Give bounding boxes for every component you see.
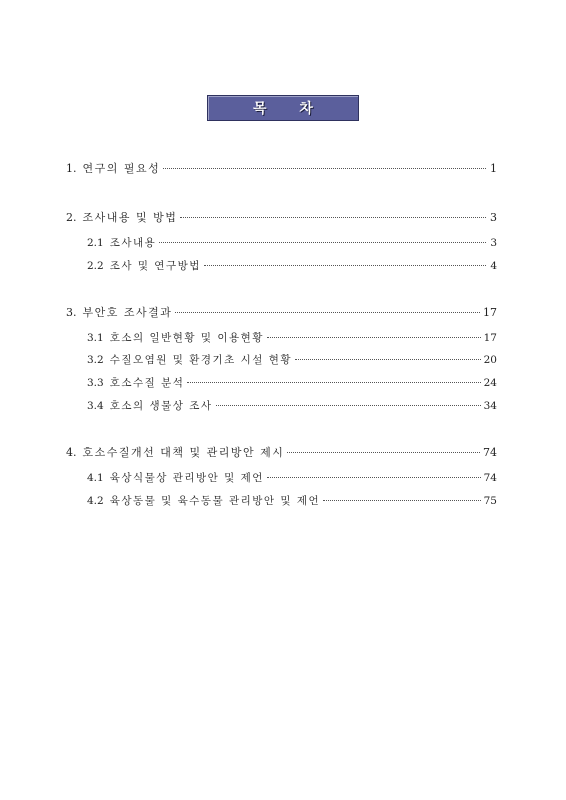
toc-entry-page: 17 [483, 306, 497, 319]
toc-entry-label: 연구의 필요성 [82, 162, 161, 175]
dot-leader [216, 405, 481, 406]
toc-entry-number: 3.4 [87, 400, 104, 412]
toc-entry-label: 부안호 조사결과 [82, 306, 173, 319]
dot-leader [267, 337, 481, 338]
toc-title-box [207, 95, 359, 121]
toc-entry-page: 4 [490, 260, 497, 272]
toc-subentry[interactable] [87, 471, 497, 485]
toc-entry[interactable] [66, 446, 497, 460]
dot-leader [323, 500, 480, 501]
toc-entry-label: 호소의 생물상 조사 [109, 400, 213, 412]
toc-entry[interactable] [66, 162, 497, 176]
dot-leader [163, 168, 486, 169]
toc-subentry[interactable] [87, 259, 497, 273]
toc-subentry[interactable] [87, 494, 497, 508]
toc-subentry[interactable] [87, 236, 497, 250]
toc-subentry[interactable] [87, 331, 497, 345]
toc-entry-label: 조사내용 및 방법 [82, 211, 178, 224]
toc-subentry[interactable] [87, 353, 497, 367]
toc-entry-label: 조사 및 연구방법 [109, 260, 201, 272]
toc-entry-page: 1 [490, 162, 497, 175]
toc-entry-page: 24 [483, 377, 497, 389]
toc-entry-page: 75 [483, 495, 497, 507]
toc-entry-page: 17 [483, 332, 497, 344]
toc-subentry[interactable] [87, 376, 497, 390]
toc-entry-number: 2. [66, 211, 77, 224]
toc-entry-number: 3.3 [87, 377, 104, 389]
dot-leader [295, 359, 481, 360]
dot-leader [180, 217, 486, 218]
toc-entry-page: 20 [483, 354, 497, 366]
toc-entry-number: 2.2 [87, 260, 104, 272]
toc-entry-page: 34 [483, 400, 497, 412]
toc-entry-page: 3 [490, 237, 497, 249]
toc-entry-label: 수질오염원 및 환경기초 시설 현황 [109, 354, 293, 366]
dot-leader [187, 382, 480, 383]
dot-leader [175, 312, 480, 313]
toc-entry-number: 4. [66, 446, 77, 459]
toc-entry-label: 육상식물상 관리방안 및 제언 [109, 472, 264, 484]
toc-title: 목 차 [253, 101, 327, 117]
toc-entry-label: 조사내용 [109, 237, 157, 249]
dot-leader [287, 452, 480, 453]
toc-entry[interactable] [66, 211, 497, 225]
toc-entry-number: 3. [66, 306, 77, 319]
toc-entry-label: 호소수질 분석 [109, 377, 185, 389]
toc-entry-page: 3 [490, 211, 497, 224]
toc-entry-label: 호소의 일반현황 및 이용현황 [109, 332, 264, 344]
toc-entry-number: 3.2 [87, 354, 104, 366]
toc-subentry[interactable] [87, 399, 497, 413]
toc-entry[interactable] [66, 306, 497, 320]
toc-entry-label: 육상동물 및 육수동물 관리방안 및 제언 [109, 495, 321, 507]
dot-leader [267, 477, 481, 478]
toc-entry-label: 호소수질개선 대책 및 관리방안 제시 [82, 446, 285, 459]
toc-entry-page: 74 [483, 446, 497, 459]
dot-leader [204, 265, 486, 266]
toc-entry-number: 4.1 [87, 472, 104, 484]
toc-entry-page: 74 [483, 472, 497, 484]
dot-leader [159, 242, 486, 243]
toc-entry-number: 4.2 [87, 495, 104, 507]
toc-entry-number: 3.1 [87, 332, 104, 344]
toc-entry-number: 2.1 [87, 237, 104, 249]
toc-entry-number: 1. [66, 162, 77, 175]
